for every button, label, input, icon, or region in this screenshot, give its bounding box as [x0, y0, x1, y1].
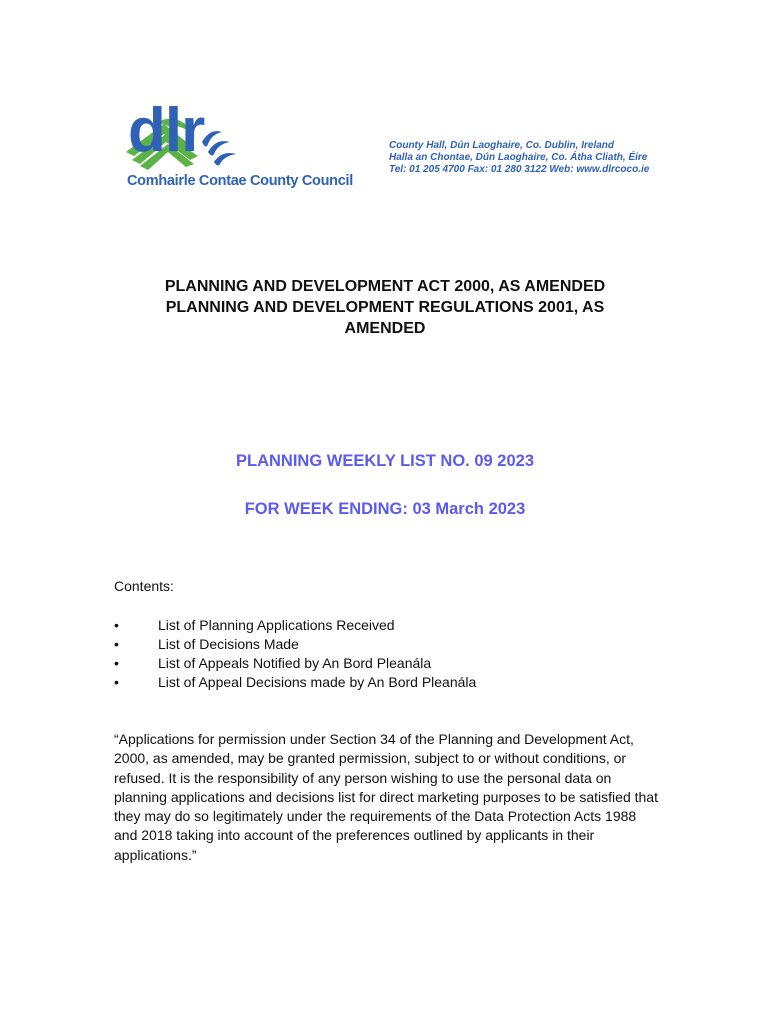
act-title-line: PLANNING AND DEVELOPMENT REGULATIONS 2001, AS	[165, 299, 605, 316]
contents-item-text: List of Appeal Decisions made by An Bord Pleanála	[158, 674, 477, 690]
contents-label: Contents:	[114, 578, 174, 594]
data-protection-disclaimer: “Applications for permission under Section 34 of the Planning and Development Act, 2000, as amended, may be granted permission, subject to or without conditions, or refused. It is the responsibility of any person wishing to use the personal data on planning applications and decisions list for direct marketing purposes to be satisfied that they may do so legitimately under the requirements of the Data Protection Acts 1988 and 2018 taking into account of the preferences outlined by applicants in their applications.”	[114, 731, 658, 863]
act-title-line: PLANNING AND DEVELOPMENT ACT 2000, AS AMENDED	[164, 278, 606, 295]
bullet-icon: •	[114, 617, 119, 633]
address-block	[389, 140, 649, 176]
weekly-list-number: PLANNING WEEKLY LIST NO. 09 2023	[236, 452, 534, 470]
address-line: Halla an Chontae, Dún Laoghaire, Co. Átha Cliath, Éire	[389, 152, 648, 163]
week-ending-date: FOR WEEK ENDING: 03 March 2023	[244, 500, 526, 518]
council-name: Comhairle Contae County Council	[127, 173, 353, 189]
contents-item-text: List of Appeals Notified by An Bord Pleanála	[158, 655, 432, 671]
contents-item-text: List of Planning Applications Received	[158, 617, 395, 633]
bullet-icon: •	[114, 674, 119, 690]
logo-wordmark: dlr	[128, 96, 205, 165]
contact-line: Tel: 01 205 4700 Fax: 01 280 3122 Web: www.dlrcoco.ie	[389, 164, 650, 175]
bullet-icon: •	[114, 655, 119, 671]
act-title	[100, 276, 670, 339]
address-line: County Hall, Dún Laoghaire, Co. Dublin, Ireland	[389, 140, 615, 151]
contents-item-text: List of Decisions Made	[158, 636, 299, 652]
act-title-line: AMENDED	[344, 320, 426, 337]
bullet-icon: •	[114, 636, 119, 652]
